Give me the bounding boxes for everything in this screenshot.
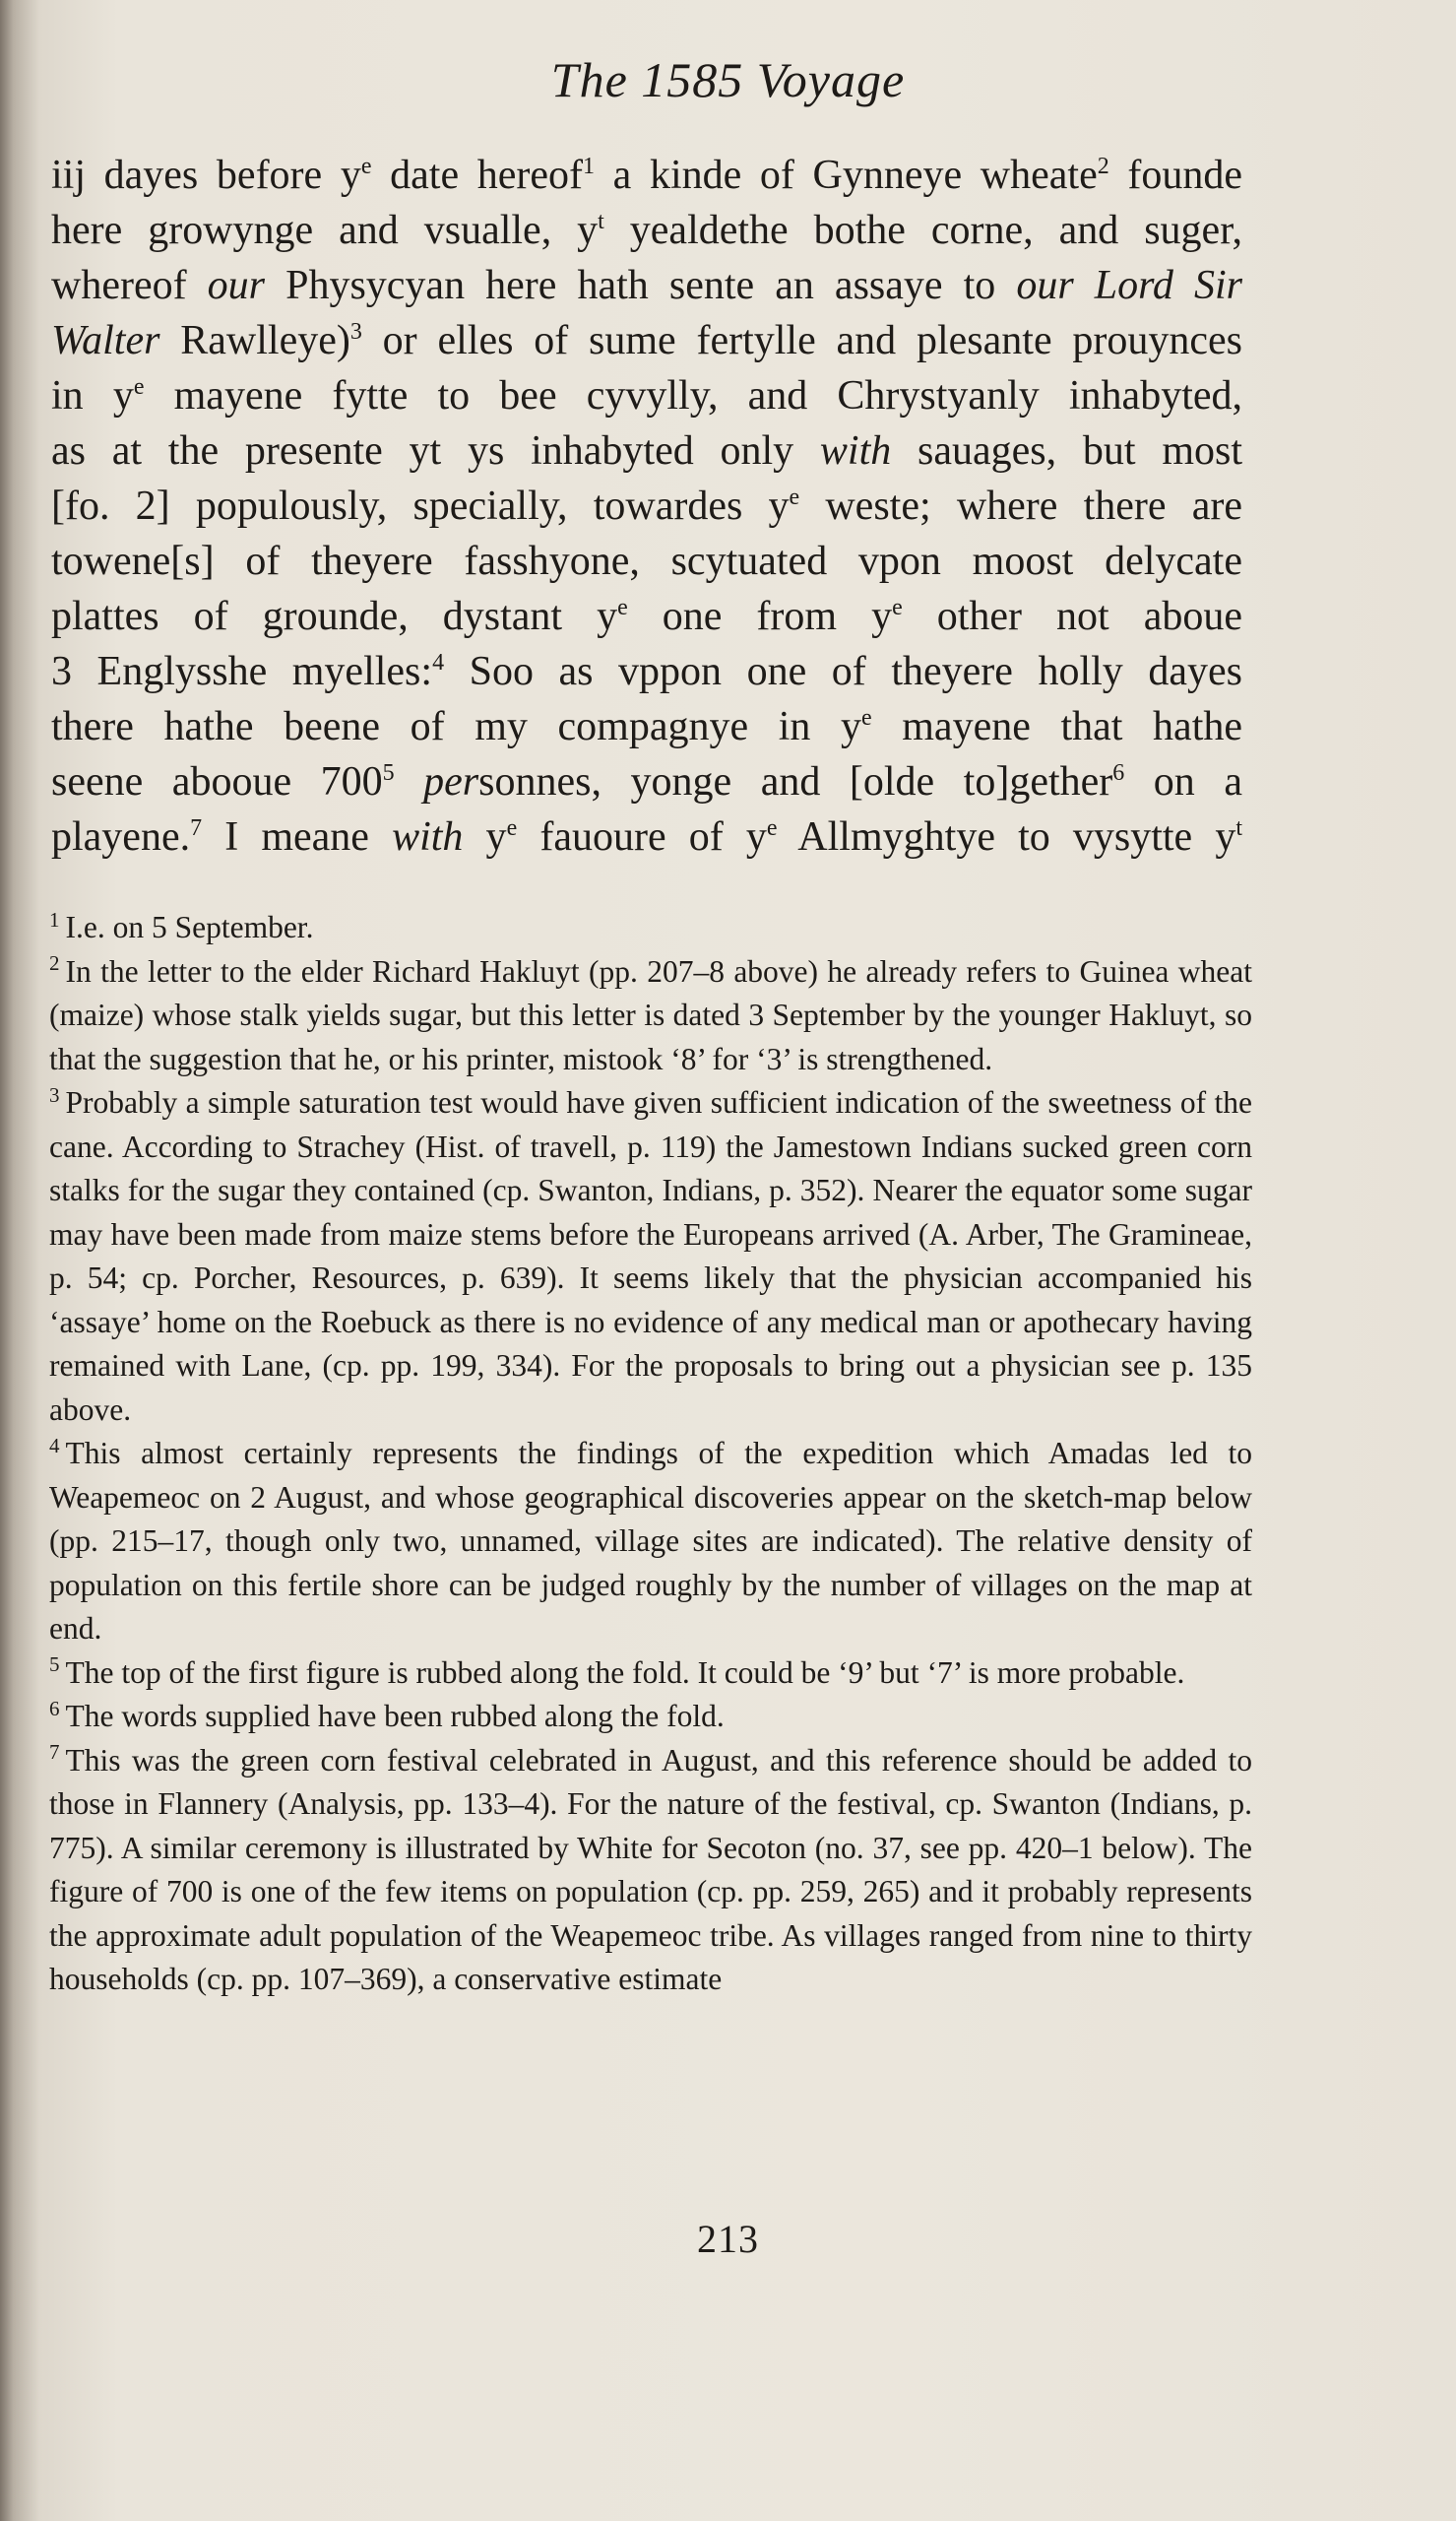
footnote: $^2$ In the letter to the elder Richard Hakluyt (pp. 207–8 above) he already refers to Guinea wheat (maize) whose stalk yields sugar, but this letter is dated 3 September by the younger Hakluyt, so that the suggestion that he, or his printer, mistook ‘8’ for ‘3’ is strengthened. [49, 951, 1252, 1076]
text-line: playene.$^7$ I meane with $y^e$ fauoure of $y^e$ Allmyghtye to vysytte $y^t$ [51, 814, 1243, 860]
text-line: 3 Englysshe myelles:$^4$ Soo as vppon one of theyere holly dayes [51, 649, 1242, 694]
footnote: $^7$ This was the green corn festival celebrated in August, and this reference should be added to those in Flannery (Analysis, pp. 133–4). For the nature of the festival, cp. Swanton (Indians, p. 775). A similar ceremony is illustrated by White for Secoton (no. 37, see pp. 420–1 below). The figure of 700 is one of the few items on population (cp. pp. 259, 265) and it probably represents the approximate adult population of the Weapemeoc tribe. As villages ranged from nine to thirty households (cp. pp. 107–369), a conservative estimate [49, 1740, 1252, 1996]
footnote: $^3$ Probably a simple saturation test would have given sufficient indication of the sweetness of the cane. According to Strachey (Hist. of travell, p. 119) the Jamestown Indians sucked green corn stalks for the sugar they contained (cp. Swanton, Indians, p. 352). Nearer the equator some sugar may have been made from maize stems before the Europeans arrived (A. Arber, The Gramineae, p. 54; cp. Porcher, Resources, p. 639). It seems likely that the physician accompanied his ‘assaye’ home on the Roebuck as there is no evidence of any medical man or apothecary having remained with Lane, (cp. pp. 199, 334). For the proposals to bring out a physician see p. 135 above. [49, 1082, 1252, 1427]
text-line: Walter Rawlleye)$^3$ or elles of sume fertylle and plesante prouynces [51, 318, 1242, 363]
footnote: $^6$ The words supplied have been rubbed along the fold. [49, 1696, 725, 1733]
page-number: 213 [697, 2217, 759, 2261]
text-line: iij dayes before $y^e$ date hereof$^1$ a kinde of Gynneye wheate$^2$ founde [51, 153, 1243, 198]
text-line: towene[s] of theyere fasshyone, scytuated vpon moost delycate [51, 539, 1242, 584]
text-line: whereof our Physycyan here hath sente an assaye to our Lord Sir [51, 263, 1242, 308]
footnotes [49, 906, 1252, 2002]
text-line: here growynge and vsualle, $y^t$ yealdethe bothe corne, and suger, [51, 208, 1243, 253]
transcribed-letter-text [51, 148, 1242, 865]
running-head: The 1585 Voyage [550, 52, 906, 107]
footnote: $^4$ This almost certainly represents the findings of the expedition which Amadas led to Weapemeoc on 2 August, and whose geographical discoveries appear on the sketch-map below (pp. 215–17, though only two, unnamed, village sites are indicated). The relative density of population on this fertile shore can be judged roughly by the number of villages on the map at end. [49, 1433, 1252, 1646]
text-line: [fo. 2] populously, specially, towardes $y^e$ weste; where there are [51, 484, 1242, 529]
text-line: as at the presente yt ys inhabyted only with sauages, but most [51, 428, 1243, 474]
text-line: there hathe beene of my compagnye in $y^e$ mayene that hathe [51, 704, 1243, 749]
footnote: $^5$ The top of the first figure is rubbed along the fold. It could be ‘9’ but ‘7’ is more probable. [49, 1652, 1185, 1690]
footnote: $^1$ I.e. on 5 September. [49, 907, 314, 944]
text-line: plattes of grounde, dystant $y^e$ one from $y^e$ other not aboue [51, 594, 1243, 639]
text-line: in $y^e$ mayene fytte to bee cyvylly, and Chrystyanly inhabyted, [51, 373, 1243, 419]
text-line: seene abooue $700^5$ personnes, yonge and [olde to]gether$^6$ on a [51, 759, 1242, 805]
